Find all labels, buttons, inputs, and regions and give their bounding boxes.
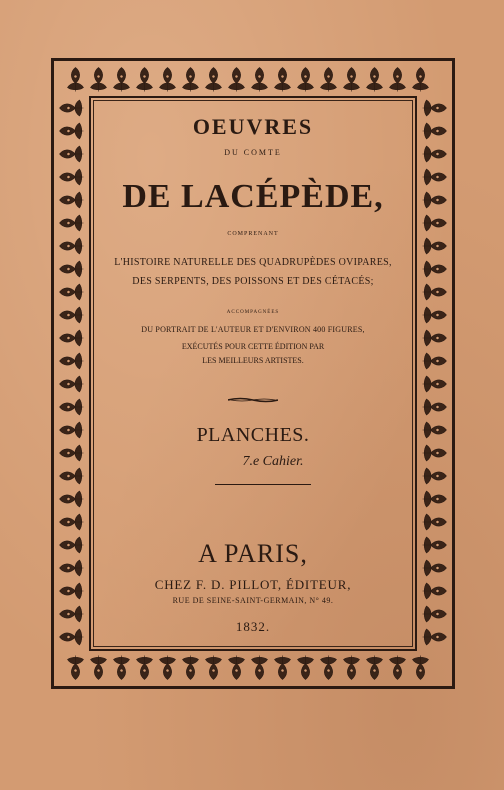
- author-name: DE LACÉPÈDE,: [122, 178, 384, 215]
- contents-line-1: L'HISTOIRE NATURELLE DES QUADRUPÈDES OVIPARES,: [114, 257, 392, 268]
- portrait-line-1: DU PORTRAIT DE L'AUTEUR ET D'ENVIRON 400 FIGURES,: [141, 325, 365, 334]
- cahier-handwritten: 7.e Cahier.: [242, 454, 304, 469]
- oeuvres-heading: OEUVRES: [192, 114, 314, 139]
- planches-heading: PLANCHES.: [196, 424, 310, 446]
- portrait-line-2: EXÉCUTÉS POUR CETTE ÉDITION PAR: [181, 342, 325, 351]
- portrait-line-3: LES MEILLEURS ARTISTES.: [202, 356, 304, 365]
- cahier-underline: [215, 484, 311, 485]
- ornamental-divider: [228, 396, 278, 404]
- accompagnees-text: ACCOMPAGNÉES: [226, 310, 280, 315]
- contents-line-2: DES SERPENTS, DES POISSONS ET DES CÉTACÉS;: [132, 276, 374, 287]
- du-comte-text: DU COMTE: [224, 148, 282, 157]
- publisher-line: CHEZ F. D. PILLOT, ÉDITEUR,: [154, 577, 352, 592]
- publisher-address: RUE DE SEINE-SAINT-GERMAIN, N° 49.: [172, 596, 334, 605]
- comprenant-text: COMPRENANT: [227, 231, 279, 237]
- place-of-publication: A PARIS,: [198, 539, 308, 568]
- publication-year: 1832.: [235, 619, 271, 634]
